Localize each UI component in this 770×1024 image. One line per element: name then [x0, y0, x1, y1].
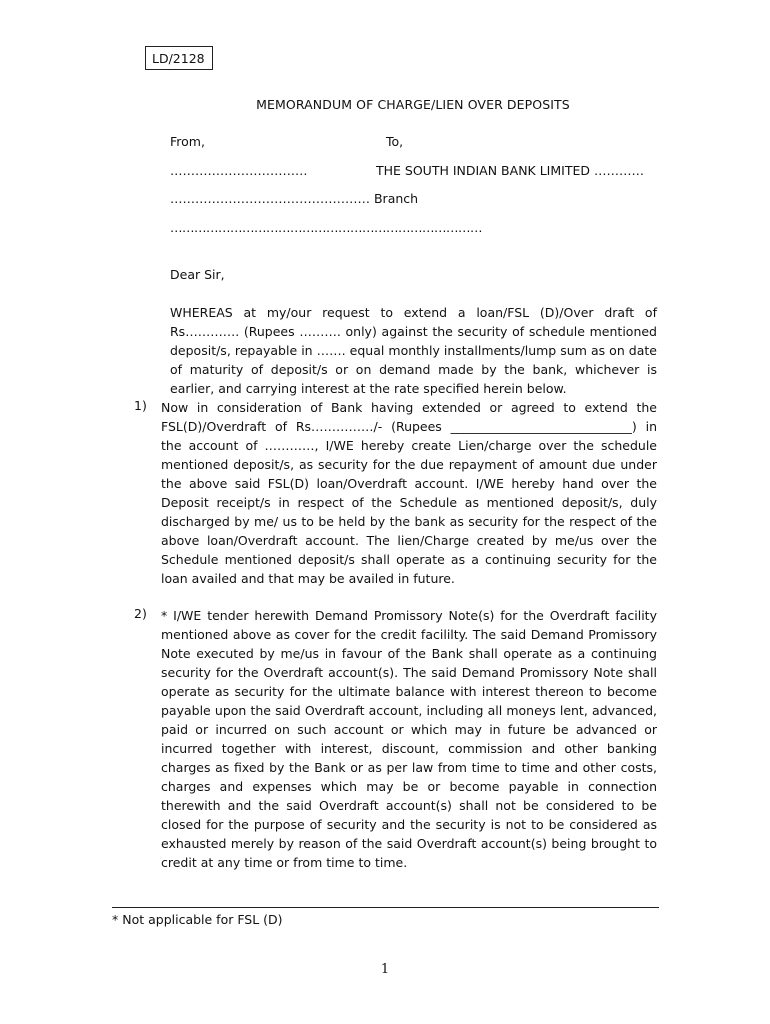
to-label: To, — [386, 134, 404, 149]
clause-2-text: * I/WE tender herewith Demand Promissory Note(s) for the Overdraft facility mentioned above as cover for the credit facililty. The said Demand Promissory Note executed by me/us in favour of the Bank shall operate as a continuing security for the Overdraft account(s). The said Demand Promissory Note shall operate as security for the ultimate balance with interest thereon to become payable upon the said Overdraft account, including all moneys lent, advanced, paid or incurred on such account or which may in future be advanced or incurred together with interest, discount, commission and other banking charges as fixed by the Bank or as per law from time to time and other costs, charges and expenses which may be or become payable in connection therewith and the said Overdraft account(s) shall not be considered to be closed for the purpose of security and the security is not to be considered as exhausted merely by reason of the said Overdraft account(s) being brought to credit at any time or from time to time. — [161, 608, 657, 870]
clause-1-text: Now in consideration of Bank having extended or agreed to extend the FSL(D)/Overdraft of Rs……………/- (Rupees _____________________________) in the account of …………, I/WE hereby create Lien/charge over the schedule mentioned deposit/s, as security for the due repayment of amount due under the above said FSL(D) loan/Overdraft account. I/WE hereby hand over the Deposit receipt/s in respect of the Schedule as mentioned deposit/s, duly discharged by me/ us to be held by the bank as security for the respect of the above loan/Overdraft account. The lien/Charge created by me/us over the Schedule mentioned deposit/s shall operate as a continuing security for the loan availed and that may be availed in future. — [161, 400, 657, 586]
salutation: Dear Sir, — [170, 267, 225, 282]
footnote-divider — [112, 907, 659, 908]
clause-1-number: 1) — [134, 398, 147, 413]
document-title: MEMORANDUM OF CHARGE/LIEN OVER DEPOSITS — [256, 97, 570, 112]
footnote: * Not applicable for FSL (D) — [112, 912, 283, 927]
from-label: From, — [170, 134, 205, 149]
whereas-paragraph: WHEREAS at my/our request to extend a loan/FSL (D)/Over draft of Rs…………. (Rupees ………. only) against the security of schedule mentioned deposit/s, repayable in ……. equal monthly installments/lump sum as on date of maturity of deposit/s or on demand made by the bank, whichever is earlier, and carrying interest at the rate specified herein below. — [170, 305, 657, 396]
branch-line: ………………………………………… Branch — [170, 191, 419, 206]
document-id-box: LD/2128 — [145, 46, 213, 70]
address-line: …………………………………………………………………… — [170, 220, 482, 235]
bank-name-line: THE SOUTH INDIAN BANK LIMITED ………… — [376, 163, 644, 178]
page-number: 1 — [380, 962, 390, 977]
from-address-line: …………………………… — [170, 163, 308, 178]
clause-2-number: 2) — [134, 606, 147, 621]
